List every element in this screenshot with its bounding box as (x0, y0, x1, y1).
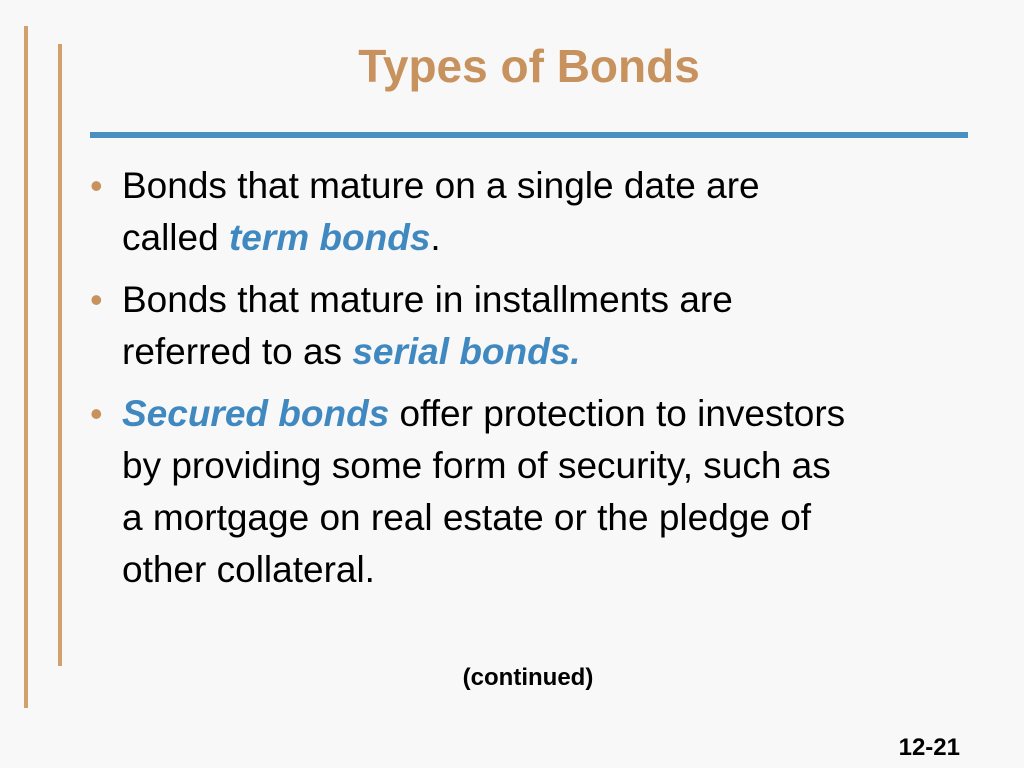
term-highlight: term bonds (228, 217, 431, 258)
bullet-text-line (122, 326, 972, 378)
term-highlight: Secured bonds (122, 393, 390, 434)
bullet-list (82, 160, 972, 606)
term-punctuation: . (570, 331, 581, 372)
bullet-text-line (122, 388, 972, 440)
title-divider (90, 132, 968, 138)
left-accent-bar-outer (24, 26, 28, 708)
bullet-item-serial-bonds (82, 274, 972, 378)
bullet-text-line: a mortgage on real estate or the pledge of (122, 497, 812, 538)
bullet-text: referred to as (122, 331, 353, 372)
term-highlight: serial bonds (352, 331, 571, 372)
bullet-item-secured-bonds (82, 388, 972, 596)
bullet-text-line: by providing some form of security, such as (122, 445, 831, 486)
bullet-text-line: Bonds that mature on a single date are (122, 165, 760, 206)
bullet-text-line: other collateral. (122, 549, 375, 590)
bullet-text: offer protection to investors (389, 393, 846, 434)
bullet-dot-icon: • (90, 165, 103, 206)
bullet-text-line: Bonds that mature in installments are (122, 279, 733, 320)
continued-note: (continued) (462, 664, 594, 691)
page-number: 12-21 (898, 734, 960, 761)
bullet-text: . (430, 217, 441, 258)
bullet-item-term-bonds (82, 160, 972, 264)
left-accent-bar-inner (58, 44, 62, 666)
slide-title: Types of Bonds (358, 40, 700, 92)
bullet-dot-icon: • (90, 279, 103, 320)
bullet-text: called (122, 217, 229, 258)
bullet-text-line (122, 212, 972, 264)
bullet-dot-icon: • (90, 393, 103, 434)
